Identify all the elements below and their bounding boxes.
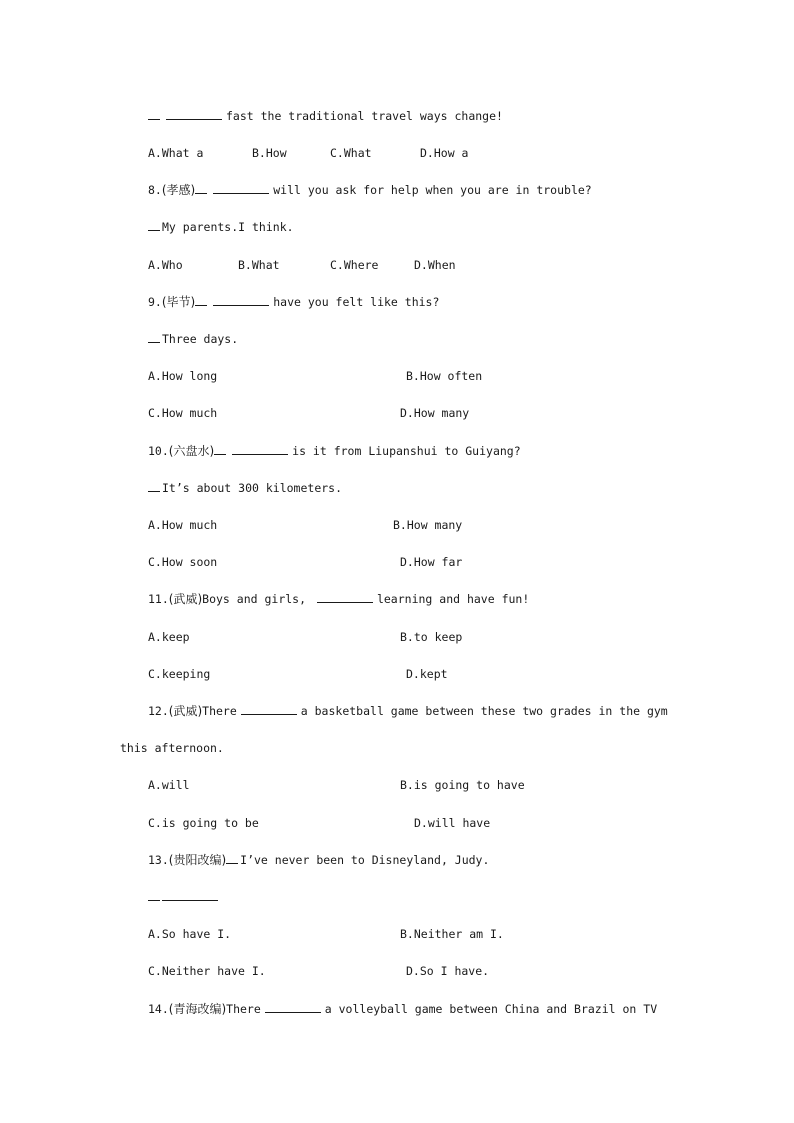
q9-option-d: D.How many: [400, 406, 470, 420]
q10-option-a: A.How much: [148, 518, 218, 532]
q8-option-d: D.When: [414, 258, 456, 272]
answer-blank: [213, 295, 269, 306]
q13-option-d: D.So I have.: [406, 964, 490, 978]
q7-option-a: A.What a: [148, 146, 204, 160]
q10-option-c: C.How soon: [148, 555, 218, 569]
q10-option-b: B.How many: [393, 518, 463, 532]
q11-option-c: C.keeping: [148, 667, 211, 681]
q9-option-c: C.How much: [148, 406, 218, 420]
q13-response-blank: [148, 890, 222, 904]
q13-region: (贵阳改编): [168, 853, 227, 867]
q12-option-b: B.is going to have: [400, 778, 525, 792]
answer-blank: [317, 592, 373, 603]
q9-answer: Three days.: [148, 332, 238, 346]
q13-option-c: C.Neither have I.: [148, 964, 266, 978]
q8-option-b: B.What: [238, 258, 280, 272]
q12-stem: 12.(武威)There a basketball game between these two grades in the gym: [148, 704, 668, 718]
q8-option-a: A.Who: [148, 258, 183, 272]
q7-option-b: B.How: [252, 146, 287, 160]
q8-region: (孝感): [161, 183, 196, 197]
q11-stem: 11.(武威)Boys and girls, learning and have fun!: [148, 592, 530, 606]
q14-stem: 14.(青海改编)There a volleyball game between China and Brazil on TV: [148, 1002, 658, 1016]
q7-text: fast the traditional travel ways change!: [226, 109, 503, 123]
q10-region: (六盘水): [168, 444, 215, 458]
q9-option-b: B.How often: [406, 369, 483, 383]
q7-stem: [148, 109, 503, 123]
q11-region: (武威): [168, 592, 203, 606]
answer-blank: [265, 1002, 321, 1013]
q12-stem-continued: this afternoon.: [120, 741, 224, 755]
dialogue-dash: [148, 112, 160, 120]
q9-stem: 9.(毕节) have you felt like this?: [148, 295, 440, 309]
q11-option-a: A.keep: [148, 630, 190, 644]
q8-answer: My parents.I think.: [148, 220, 294, 234]
q13-option-b: B.Neither am I.: [400, 927, 504, 941]
q9-option-a: A.How long: [148, 369, 218, 383]
q13-option-a: A.So have I.: [148, 927, 232, 941]
q14-region: (青海改编): [168, 1002, 227, 1016]
q12-option-c: C.is going to be: [148, 816, 259, 830]
q11-option-b: B.to keep: [400, 630, 463, 644]
q7-option-d: D.How a: [420, 146, 469, 160]
q12-option-d: D.will have: [414, 816, 491, 830]
q9-region: (毕节): [161, 295, 196, 309]
q10-option-d: D.How far: [400, 555, 463, 569]
q13-stem: 13.(贵阳改编) I’ve never been to Disneyland, Judy.: [148, 853, 490, 867]
answer-blank: [213, 183, 269, 194]
q11-option-d: D.kept: [406, 667, 448, 681]
q8-option-c: C.Where: [330, 258, 379, 272]
answer-blank: [241, 704, 297, 715]
answer-blank: [232, 444, 288, 455]
answer-blank: [166, 109, 222, 120]
answer-blank: [162, 890, 218, 901]
q7-option-c: C.What: [330, 146, 372, 160]
q10-stem: 10.(六盘水) is it from Liupanshui to Guiyang?: [148, 444, 521, 458]
q8-stem: 8.(孝感) will you ask for help when you are in trouble?: [148, 183, 592, 197]
q10-answer: It’s about 300 kilometers.: [148, 481, 342, 495]
q12-region: (武威): [168, 704, 203, 718]
q12-option-a: A.will: [148, 778, 190, 792]
